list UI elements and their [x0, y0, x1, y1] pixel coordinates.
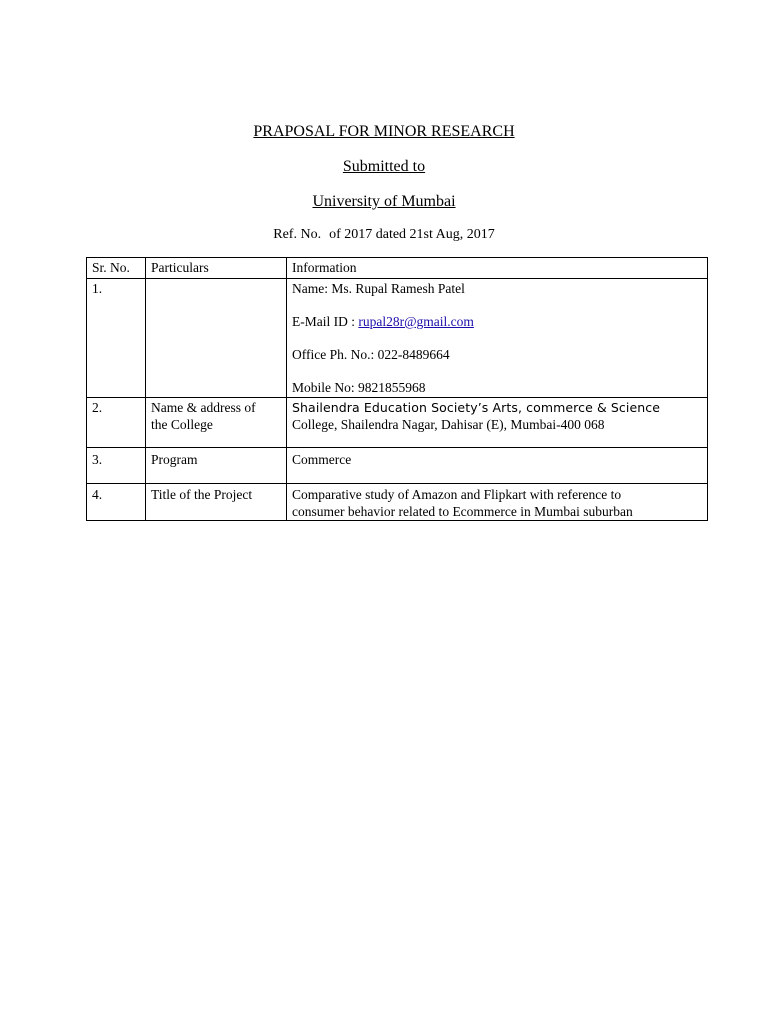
table-header-row — [87, 258, 708, 279]
document-title: PRAPOSAL FOR MINOR RESEARCH — [253, 123, 515, 140]
office-phone: Office Ph. No.: 022-8489664 — [292, 347, 450, 362]
row2-particular-line1: Name & address of — [151, 400, 256, 415]
university-heading: University of Mumbai — [312, 193, 456, 210]
applicant-name: Name: Ms. Rupal Ramesh Patel — [292, 281, 465, 296]
college-address — [287, 398, 708, 448]
row1-information — [287, 279, 708, 398]
submitted-to-heading: Submitted to — [342, 158, 426, 175]
email-link[interactable]: rupal28r@gmail.com — [358, 314, 474, 329]
column-header-information: Information — [287, 258, 708, 279]
mobile-number: Mobile No: 9821855968 — [292, 380, 426, 395]
table-row — [87, 448, 708, 484]
row3-sr-no: 3. — [87, 448, 146, 484]
project-title-line2: consumer behavior related to Ecommerce in Mumbai suburban — [292, 504, 633, 519]
table-row — [87, 398, 708, 448]
row4-particular: Title of the Project — [146, 484, 287, 521]
reference-line — [0, 227, 768, 243]
row2-sr-no: 2. — [87, 398, 146, 448]
college-address-line1: Shailendra Education Society’s Arts, commerce & Science — [292, 400, 661, 415]
table-row — [87, 279, 708, 398]
row1-particular — [146, 279, 287, 398]
row1-sr-no: 1. — [87, 279, 146, 398]
table-row — [87, 484, 708, 521]
row2-particular — [146, 398, 287, 448]
email-label: E-Mail ID : — [292, 314, 359, 329]
project-title — [287, 484, 708, 521]
column-header-sr-no: Sr. No. — [87, 258, 146, 279]
ref-no-label: Ref. No. — [273, 227, 322, 242]
row4-sr-no: 4. — [87, 484, 146, 521]
proposal-table — [86, 257, 708, 521]
row2-particular-line2: the College — [151, 417, 213, 432]
program-value: Commerce — [287, 448, 708, 484]
row3-particular: Program — [146, 448, 287, 484]
column-header-particulars: Particulars — [146, 258, 287, 279]
ref-detail: of 2017 dated 21st Aug, 2017 — [329, 227, 495, 242]
college-address-line2: College, Shailendra Nagar, Dahisar (E), Mumbai-400 068 — [292, 417, 605, 432]
project-title-line1: Comparative study of Amazon and Flipkart with reference to — [292, 487, 622, 502]
email-line — [292, 313, 702, 330]
